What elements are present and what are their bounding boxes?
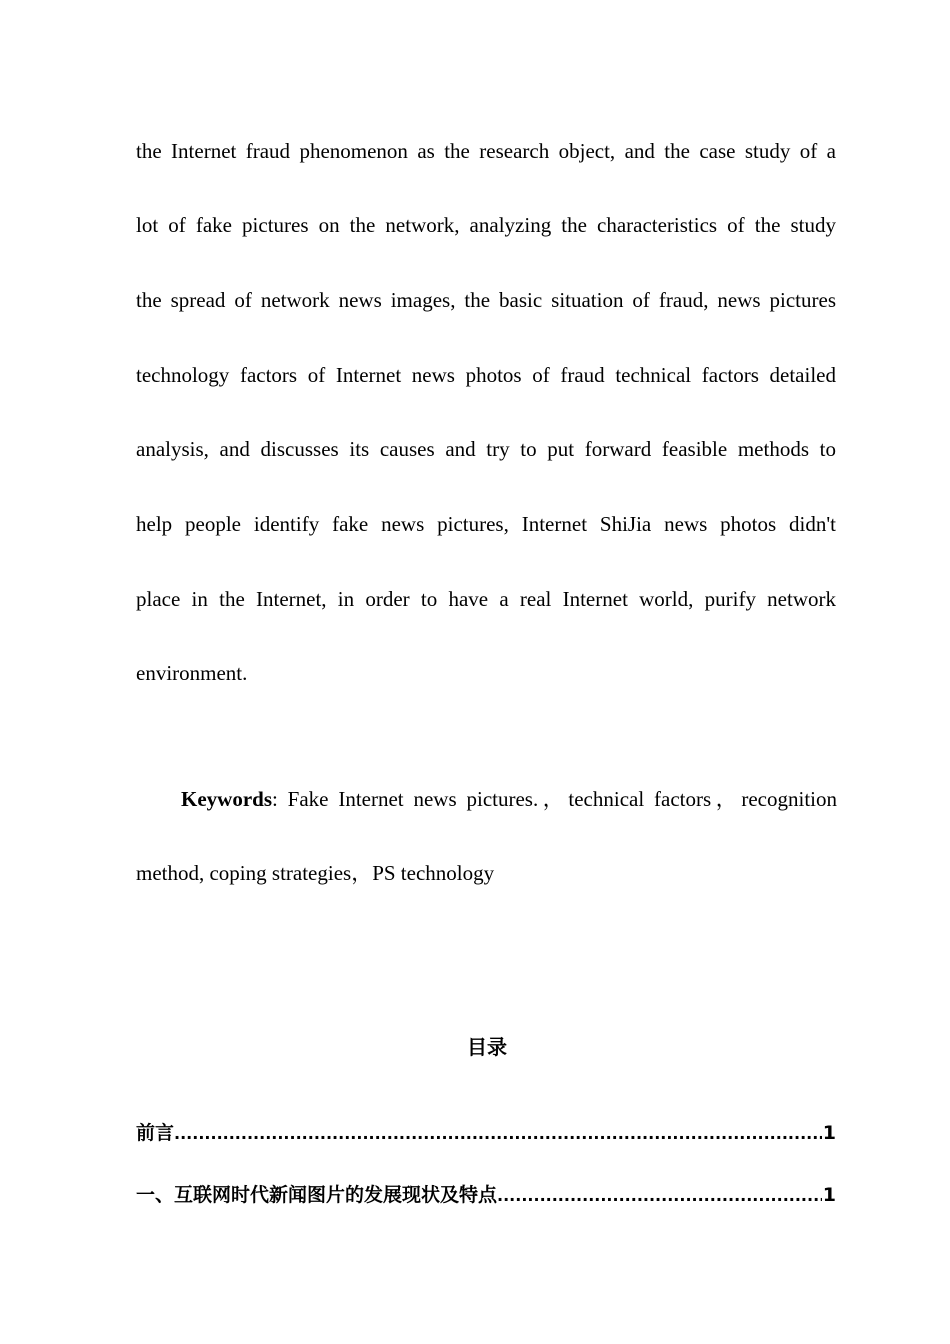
abstract-line: place in the Internet, in order to have a real Internet world, purify network bbox=[136, 587, 836, 611]
toc-leader-dots bbox=[497, 1181, 822, 1211]
abstract-line: technology factors of Internet news photos of fraud technical factors detailed bbox=[136, 363, 836, 387]
abstract-line: help people identify fake news pictures, Internet ShiJia news photos didn't bbox=[136, 512, 836, 536]
toc-title: 目录 bbox=[467, 1035, 507, 1059]
abstract-line: lot of fake pictures on the network, analyzing the characteristics of the study bbox=[136, 213, 836, 237]
keywords-text: : Fake Internet news pictures.，technical factors，recognition bbox=[272, 787, 837, 811]
keywords-label: Keywords bbox=[181, 787, 272, 811]
keywords-line: method, coping strategies，PS technology bbox=[136, 861, 495, 885]
toc-entry[interactable] bbox=[136, 1118, 836, 1149]
abstract-line: environment. bbox=[136, 661, 248, 685]
toc-leader-dots bbox=[174, 1119, 822, 1149]
toc-entry-page: 1 bbox=[822, 1184, 836, 1206]
toc-entry-label: 前言 bbox=[136, 1122, 175, 1144]
abstract-line: the Internet fraud phenomenon as the research object, and the case study of a bbox=[136, 139, 836, 163]
toc-entry[interactable] bbox=[136, 1180, 836, 1211]
abstract-line: analysis, and discusses its causes and try to put forward feasible methods to bbox=[136, 437, 836, 461]
toc-entry-page: 1 bbox=[822, 1122, 836, 1144]
keywords-line bbox=[181, 784, 837, 814]
abstract-line: the spread of network news images, the basic situation of fraud, news pictures bbox=[136, 288, 836, 312]
toc-entry-label: 一、互联网时代新闻图片的发展现状及特点 bbox=[136, 1184, 498, 1206]
